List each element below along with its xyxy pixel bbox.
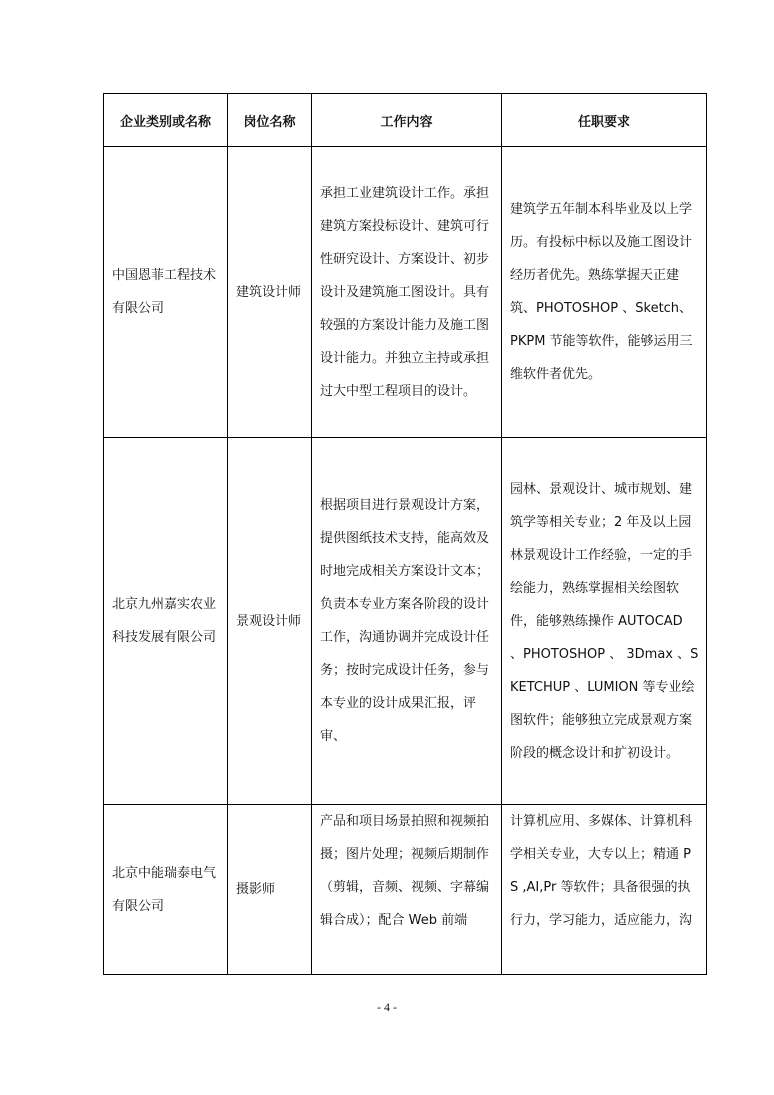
row-position-cell — [228, 438, 312, 805]
row-duties-cell — [312, 147, 502, 438]
requirements-text: 计算机应用、多媒体、计算机科学相关专业，大专以上；精通 PS ,AI,Pr 等软件；具备很强的执行力，学习能力，适应能力，沟 — [510, 814, 693, 928]
company-name: 北京中能瑞泰电气有限公司 — [112, 865, 217, 914]
table-row — [104, 805, 707, 975]
row-company-cell — [104, 147, 228, 438]
row-duties-cell — [312, 805, 502, 975]
position-name: 摄影师 — [236, 882, 276, 897]
header-position: 岗位名称 — [228, 94, 312, 147]
table-header-row — [104, 94, 707, 147]
duties-text: 根据项目进行景观设计方案，提供图纸技术支持，能高效及时地完成相关方案设计文本；负责本专业方案各阶段的设计工作，沟通协调并完成设计任务；按时完成设计任务，参与本专业的设计成果汇报，评审、 — [320, 498, 490, 744]
company-name: 中国恩菲工程技术有限公司 — [112, 268, 217, 316]
duties-text: 承担工业建筑设计工作。承担建筑方案投标设计、建筑可行性研究设计、方案设计、初步设计及建筑施工图设计。具有较强的方案设计能力及施工图设计能力。并独立主持或承担过大中型工程项目的设计。 — [320, 185, 490, 399]
table-row — [104, 147, 707, 438]
page-number: - 4 - — [377, 1000, 397, 1014]
row-requirements-cell — [502, 805, 707, 975]
row-company-cell — [104, 805, 228, 975]
row-position-cell — [228, 147, 312, 438]
row-duties-cell — [312, 438, 502, 805]
table-row — [104, 438, 707, 805]
duties-text: 产品和项目场景拍照和视频拍摄；图片处理；视频后期制作（剪辑，音频、视频、字幕编辑合成）；配合 Web 前端 — [320, 814, 490, 928]
row-company-cell — [104, 438, 228, 805]
position-name: 建筑设计师 — [236, 284, 302, 300]
header-company: 企业类别或名称 — [104, 94, 228, 147]
row-requirements-cell — [502, 147, 707, 438]
company-name: 北京九州嘉实农业科技发展有限公司 — [112, 597, 217, 645]
header-duties: 工作内容 — [312, 94, 502, 147]
requirements-text: 园林、景观设计、城市规划、建筑学等相关专业；2 年及以上园林景观设计工作经验，一定的手绘能力，熟练掌握相关绘图软件，能够熟练操作 AUTOCAD 、PHOTOSHOP 、 3Dmax 、SKETCHUP 、LUMION 等专业绘图软件；能够独立完成景观方案阶段的概念设计和扩初设计。 — [510, 481, 699, 761]
row-position-cell — [228, 805, 312, 975]
header-requirements: 任职要求 — [502, 94, 707, 147]
job-requirements-table — [103, 93, 707, 975]
position-name: 景观设计师 — [236, 613, 302, 629]
requirements-text: 建筑学五年制本科毕业及以上学历。有投标中标以及施工图设计经历者优先。熟练掌握天正建筑、PHOTOSHOP 、Sketch、PKPM 节能等软件，能够运用三维软件者优先。 — [510, 202, 693, 382]
row-requirements-cell — [502, 438, 707, 805]
